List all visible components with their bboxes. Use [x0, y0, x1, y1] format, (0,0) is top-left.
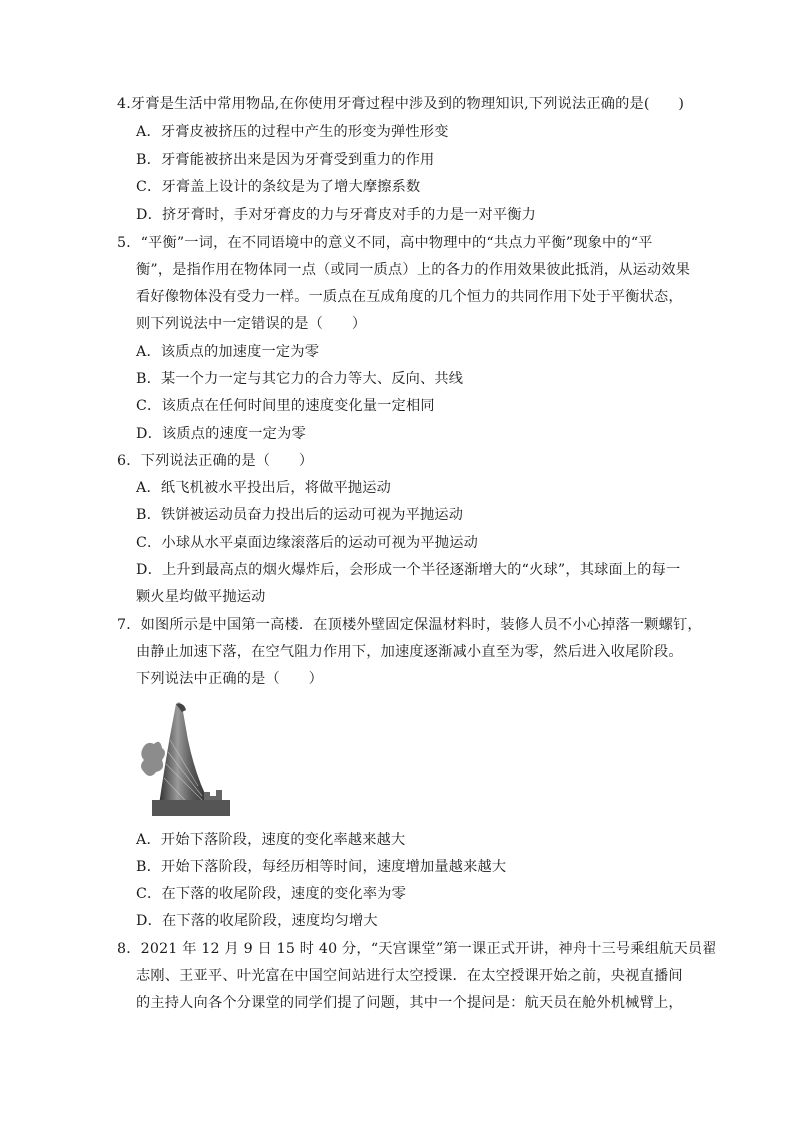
q4-stem-line: 4.牙膏是生活中常用物品,在你使用牙膏过程中涉及到的物理知识,下列说法正确的是( )	[117, 96, 685, 112]
skyscraper-figure	[140, 700, 240, 818]
q4-option-d: D．挤牙膏时，手对牙膏皮的力与牙膏皮对手的力是一对平衡力	[136, 207, 537, 223]
q5-option-a: A．该质点的加速度一定为零	[136, 344, 320, 360]
q7-stem-line-1: 7．如图所示是中国第一高楼．在顶楼外壁固定保温材料时，装修人员不小心掉落一颗螺钉，	[117, 617, 702, 633]
q4-option-b: B．牙膏能被挤出来是因为牙膏受到重力的作用	[136, 152, 435, 168]
q7-stem-line-2: 由静止加速下落，在空气阻力作用下，加速度逐渐减小直至为零，然后进入收尾阶段。	[136, 644, 683, 660]
q7-option-c: C．在下落的收尾阶段，速度的变化率为零	[136, 886, 407, 902]
q7-option-b: B．开始下落阶段，每经历相等时间，速度增加量越来越大	[136, 859, 507, 875]
q6-option-b: B．铁饼被运动员奋力投出后的运动可视为平抛运动	[136, 507, 464, 523]
cloud-shape	[141, 742, 165, 776]
q8-stem-line-1: 8．2021 年 12 月 9 日 15 时 40 分，“天宫课堂”第一课正式开讲，神舟十三号乘组航天员翟	[117, 941, 717, 957]
q8-stem-line-3: 的主持人向各个分课堂的同学们提了问题，其中一个提问是：航天员在舱外机械臂上，	[136, 995, 683, 1011]
q6-option-d-continued: 颗火星均做平抛运动	[136, 589, 266, 605]
ground-skyline	[204, 790, 222, 800]
q4-option-a: A．牙膏皮被挤压的过程中产生的形变为弹性形变	[136, 124, 449, 140]
ground-buildings	[152, 800, 230, 816]
q5-stem-line-4: 则下列说法中一定错误的是（ ）	[136, 316, 367, 332]
q5-stem-line-1: 5．“平衡”一词，在不同语境中的意义不同，高中物理中的“共点力平衡”现象中的“平	[117, 235, 653, 251]
q5-option-b: B．某一个力一定与其它力的合力等大、反向、共线	[136, 371, 464, 387]
q5-stem-line-2: 衡”，是指作用在物体同一点（或同一质点）上的各力的作用效果彼此抵消，从运动效果	[136, 262, 691, 278]
q6-option-d: D．上升到最高点的烟火爆炸后，会形成一个半径逐渐增大的“火球”，其球面上的每一	[136, 562, 681, 578]
q5-stem-line-3: 看好像物体没有受力一样。一质点在互成角度的几个恒力的共同作用下处于平衡状态，	[136, 289, 683, 305]
q5-option-c: C．该质点在任何时间里的速度变化量一定相同	[136, 398, 435, 414]
q7-option-a: A．开始下落阶段，速度的变化率越来越大	[136, 832, 406, 848]
q7-stem-line-3: 下列说法中正确的是（ ）	[136, 671, 324, 687]
q6-option-a: A．纸飞机被水平投出后，将做平抛运动	[136, 480, 392, 496]
q4-option-c: C．牙膏盖上设计的条纹是为了增大摩擦系数	[136, 179, 421, 195]
q6-option-c: C．小球从水平桌面边缘滚落后的运动可视为平抛运动	[136, 535, 478, 551]
q7-option-d: D．在下落的收尾阶段，速度均匀增大	[136, 913, 378, 929]
q6-stem-line: 6．下列说法正确的是（ ）	[117, 453, 314, 469]
q8-stem-line-2: 志刚、王亚平、叶光富在中国空间站进行太空授课．在太空授课开始之前，央视直播间	[136, 968, 683, 984]
q5-option-d: D．该质点的速度一定为零	[136, 426, 306, 442]
